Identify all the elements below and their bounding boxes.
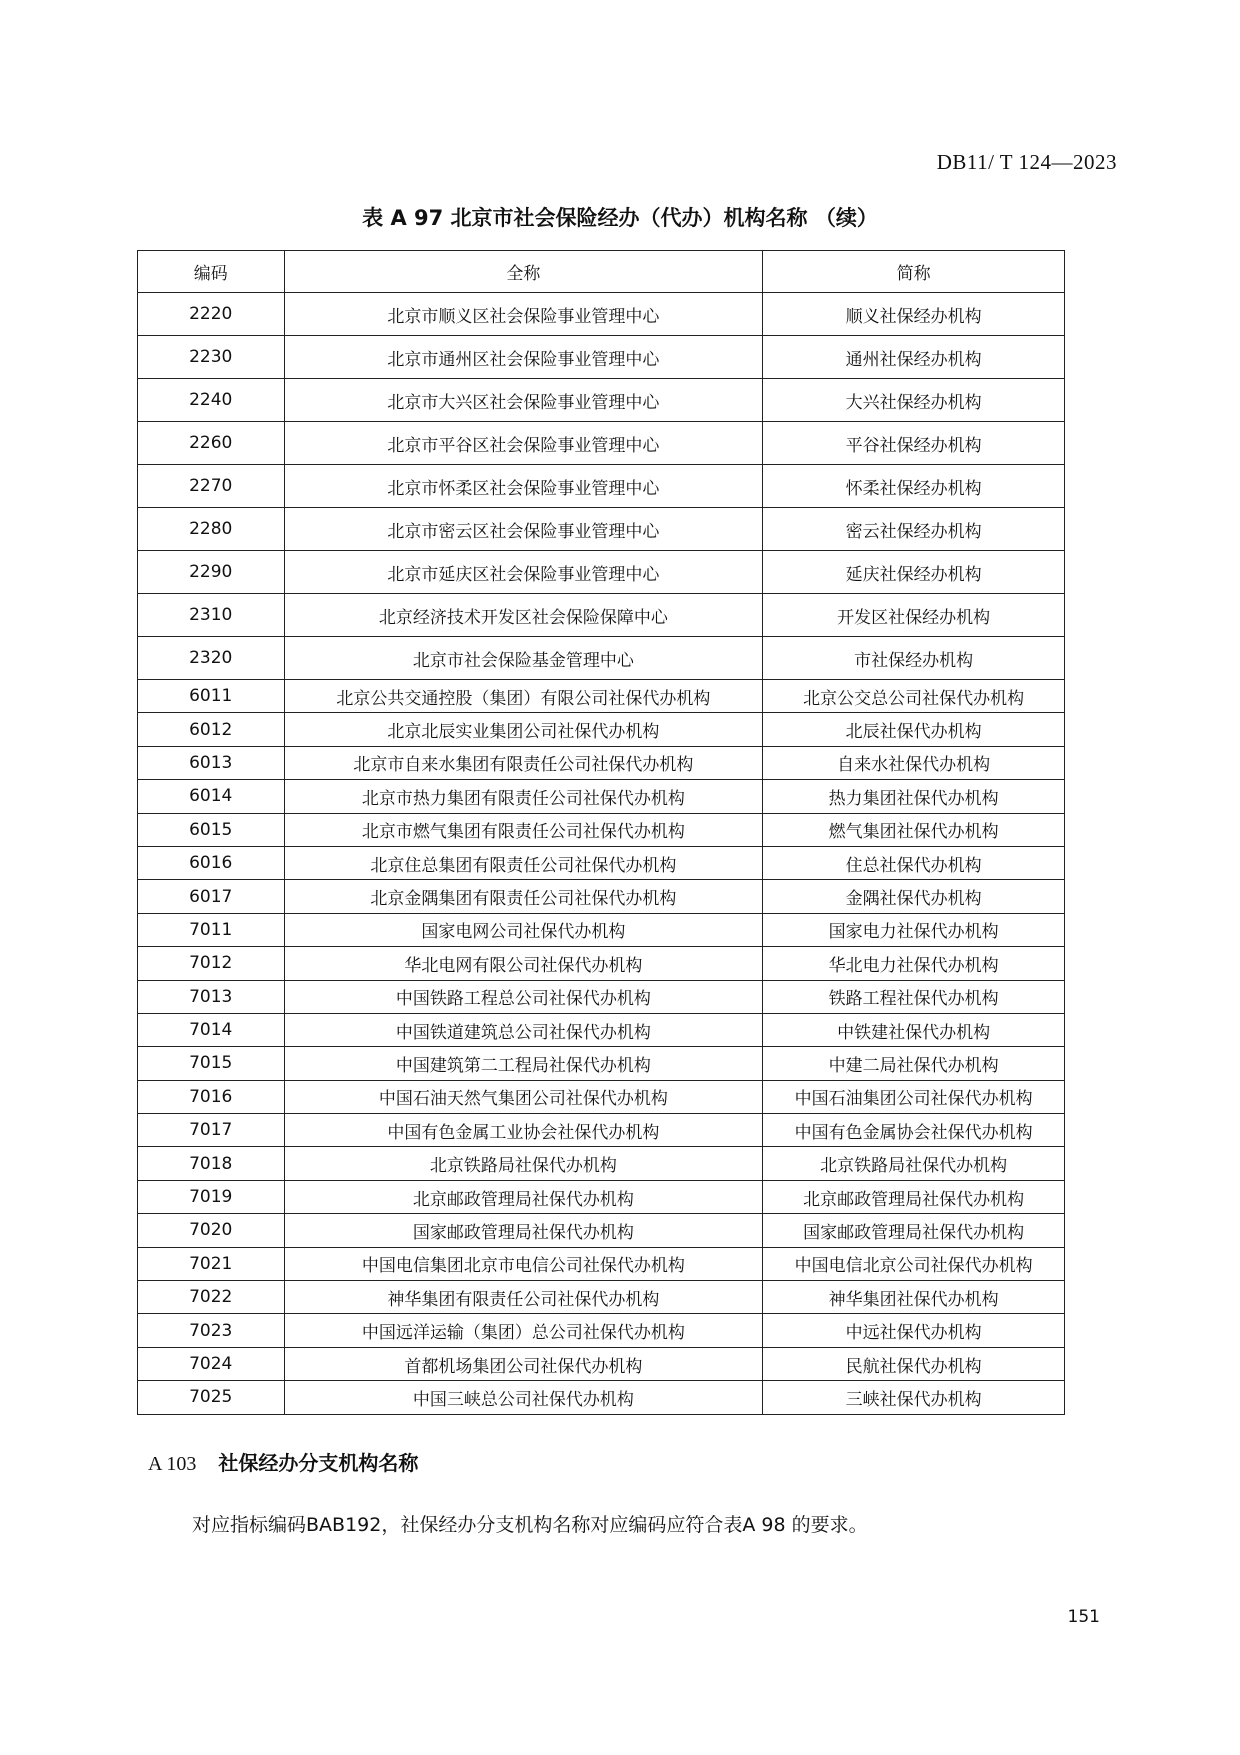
cell-short-name: 密云社保经办机构 (763, 508, 1065, 551)
cell-code: 2280 (138, 508, 285, 551)
cell-short-name: 住总社保代办机构 (763, 846, 1065, 879)
cell-short-name: 中国电信北京公司社保代办机构 (763, 1247, 1065, 1280)
table-row (138, 1080, 1065, 1113)
table-row (138, 1180, 1065, 1213)
cell-full-name: 中国电信集团北京市电信公司社保代办机构 (284, 1247, 763, 1280)
section-number: A 103 (148, 1453, 197, 1475)
cell-full-name: 北京市大兴区社会保险事业管理中心 (284, 379, 763, 422)
table-row (138, 913, 1065, 946)
cell-short-name: 顺义社保经办机构 (763, 293, 1065, 336)
cell-short-name: 金隅社保代办机构 (763, 880, 1065, 913)
cell-short-name: 大兴社保经办机构 (763, 379, 1065, 422)
cell-short-name: 华北电力社保代办机构 (763, 947, 1065, 980)
table-row (138, 293, 1065, 336)
cell-short-name: 中建二局社保代办机构 (763, 1047, 1065, 1080)
cell-code: 7013 (138, 980, 285, 1013)
cell-code: 2230 (138, 336, 285, 379)
table-row (138, 1281, 1065, 1314)
cell-full-name: 北京邮政管理局社保代办机构 (284, 1180, 763, 1213)
table-row (138, 980, 1065, 1013)
cell-code: 7018 (138, 1147, 285, 1180)
column-header-short-name: 简称 (763, 251, 1065, 293)
cell-code: 7020 (138, 1214, 285, 1247)
cell-code: 7021 (138, 1247, 285, 1280)
cell-short-name: 市社保经办机构 (763, 637, 1065, 680)
cell-full-name: 北京金隅集团有限责任公司社保代办机构 (284, 880, 763, 913)
cell-full-name: 北京市社会保险基金管理中心 (284, 637, 763, 680)
cell-full-name: 北京市燃气集团有限责任公司社保代办机构 (284, 813, 763, 846)
cell-short-name: 国家电力社保代办机构 (763, 913, 1065, 946)
table-row (138, 508, 1065, 551)
cell-short-name: 怀柔社保经办机构 (763, 465, 1065, 508)
organization-table (137, 250, 1065, 1415)
standard-code: DB11/ T 124—2023 (936, 150, 1117, 174)
cell-code: 2220 (138, 293, 285, 336)
cell-code: 6012 (138, 713, 285, 746)
cell-code: 6017 (138, 880, 285, 913)
cell-full-name: 中国铁道建筑总公司社保代办机构 (284, 1013, 763, 1046)
cell-full-name: 北京公共交通控股（集团）有限公司社保代办机构 (284, 680, 763, 713)
cell-full-name: 北京铁路局社保代办机构 (284, 1147, 763, 1180)
table-row (138, 336, 1065, 379)
cell-short-name: 国家邮政管理局社保代办机构 (763, 1214, 1065, 1247)
cell-short-name: 延庆社保经办机构 (763, 551, 1065, 594)
table-row (138, 1214, 1065, 1247)
table-row (138, 594, 1065, 637)
cell-code: 2270 (138, 465, 285, 508)
cell-full-name: 北京市延庆区社会保险事业管理中心 (284, 551, 763, 594)
cell-short-name: 民航社保代办机构 (763, 1347, 1065, 1380)
cell-full-name: 华北电网有限公司社保代办机构 (284, 947, 763, 980)
section-paragraph: 对应指标编码BAB192，社保经办分支机构名称对应编码应符合表A 98 的要求。 (192, 1514, 868, 1536)
table-row (138, 422, 1065, 465)
cell-code: 7024 (138, 1347, 285, 1380)
cell-full-name: 北京住总集团有限责任公司社保代办机构 (284, 846, 763, 879)
cell-code: 6011 (138, 680, 285, 713)
cell-full-name: 北京市顺义区社会保险事业管理中心 (284, 293, 763, 336)
table-row (138, 1314, 1065, 1347)
cell-full-name: 北京北辰实业集团公司社保代办机构 (284, 713, 763, 746)
table-row (138, 551, 1065, 594)
table-body (138, 293, 1065, 1415)
cell-full-name: 北京经济技术开发区社会保险保障中心 (284, 594, 763, 637)
cell-short-name: 中国有色金属协会社保代办机构 (763, 1114, 1065, 1147)
table-row (138, 780, 1065, 813)
table-row (138, 1013, 1065, 1046)
cell-full-name: 中国石油天然气集团公司社保代办机构 (284, 1080, 763, 1113)
cell-short-name: 中铁建社保代办机构 (763, 1013, 1065, 1046)
page-number: 151 (1067, 1607, 1100, 1627)
cell-code: 6015 (138, 813, 285, 846)
table-row (138, 947, 1065, 980)
cell-full-name: 国家邮政管理局社保代办机构 (284, 1214, 763, 1247)
cell-full-name: 首都机场集团公司社保代办机构 (284, 1347, 763, 1380)
table-row (138, 1047, 1065, 1080)
cell-short-name: 通州社保经办机构 (763, 336, 1065, 379)
cell-code: 6014 (138, 780, 285, 813)
cell-code: 2240 (138, 379, 285, 422)
table-row (138, 713, 1065, 746)
cell-code: 7016 (138, 1080, 285, 1113)
table-header-row (138, 251, 1065, 293)
cell-short-name: 北京邮政管理局社保代办机构 (763, 1180, 1065, 1213)
cell-short-name: 北京公交总公司社保代办机构 (763, 680, 1065, 713)
cell-full-name: 中国铁路工程总公司社保代办机构 (284, 980, 763, 1013)
cell-full-name: 北京市平谷区社会保险事业管理中心 (284, 422, 763, 465)
table-row (138, 1114, 1065, 1147)
cell-full-name: 北京市怀柔区社会保险事业管理中心 (284, 465, 763, 508)
cell-full-name: 国家电网公司社保代办机构 (284, 913, 763, 946)
cell-full-name: 中国有色金属工业协会社保代办机构 (284, 1114, 763, 1147)
cell-code: 2320 (138, 637, 285, 680)
cell-full-name: 神华集团有限责任公司社保代办机构 (284, 1281, 763, 1314)
cell-code: 7014 (138, 1013, 285, 1046)
table-row (138, 379, 1065, 422)
section-title: 社保经办分支机构名称 (218, 1451, 419, 1475)
table-row (138, 1381, 1065, 1414)
cell-short-name: 中远社保代办机构 (763, 1314, 1065, 1347)
cell-code: 7011 (138, 913, 285, 946)
cell-short-name: 自来水社保代办机构 (763, 746, 1065, 779)
cell-short-name: 神华集团社保代办机构 (763, 1281, 1065, 1314)
table-row (138, 637, 1065, 680)
cell-full-name: 中国建筑第二工程局社保代办机构 (284, 1047, 763, 1080)
cell-code: 7015 (138, 1047, 285, 1080)
cell-short-name: 热力集团社保代办机构 (763, 780, 1065, 813)
cell-full-name: 中国远洋运输（集团）总公司社保代办机构 (284, 1314, 763, 1347)
table-title: 表 A 97 北京市社会保险经办（代办）机构名称 （续） (362, 206, 878, 230)
table-row (138, 813, 1065, 846)
cell-full-name: 北京市密云区社会保险事业管理中心 (284, 508, 763, 551)
cell-full-name: 北京市自来水集团有限责任公司社保代办机构 (284, 746, 763, 779)
table-row (138, 465, 1065, 508)
cell-code: 7025 (138, 1381, 285, 1414)
cell-code: 2310 (138, 594, 285, 637)
cell-short-name: 中国石油集团公司社保代办机构 (763, 1080, 1065, 1113)
cell-code: 6013 (138, 746, 285, 779)
table-row (138, 1247, 1065, 1280)
table-row (138, 880, 1065, 913)
cell-short-name: 北京铁路局社保代办机构 (763, 1147, 1065, 1180)
cell-short-name: 燃气集团社保代办机构 (763, 813, 1065, 846)
table-row (138, 746, 1065, 779)
cell-code: 7012 (138, 947, 285, 980)
section-heading (148, 1447, 418, 1476)
cell-short-name: 平谷社保经办机构 (763, 422, 1065, 465)
column-header-code: 编码 (138, 251, 285, 293)
cell-full-name: 中国三峡总公司社保代办机构 (284, 1381, 763, 1414)
cell-short-name: 铁路工程社保代办机构 (763, 980, 1065, 1013)
table-row (138, 1347, 1065, 1380)
table-row (138, 846, 1065, 879)
cell-short-name: 北辰社保代办机构 (763, 713, 1065, 746)
cell-short-name: 开发区社保经办机构 (763, 594, 1065, 637)
cell-code: 7022 (138, 1281, 285, 1314)
cell-code: 6016 (138, 846, 285, 879)
table-row (138, 1147, 1065, 1180)
cell-code: 2260 (138, 422, 285, 465)
cell-code: 7017 (138, 1114, 285, 1147)
column-header-full-name: 全称 (284, 251, 763, 293)
cell-short-name: 三峡社保代办机构 (763, 1381, 1065, 1414)
cell-full-name: 北京市通州区社会保险事业管理中心 (284, 336, 763, 379)
table-row (138, 680, 1065, 713)
cell-code: 7019 (138, 1180, 285, 1213)
cell-full-name: 北京市热力集团有限责任公司社保代办机构 (284, 780, 763, 813)
cell-code: 2290 (138, 551, 285, 594)
cell-code: 7023 (138, 1314, 285, 1347)
